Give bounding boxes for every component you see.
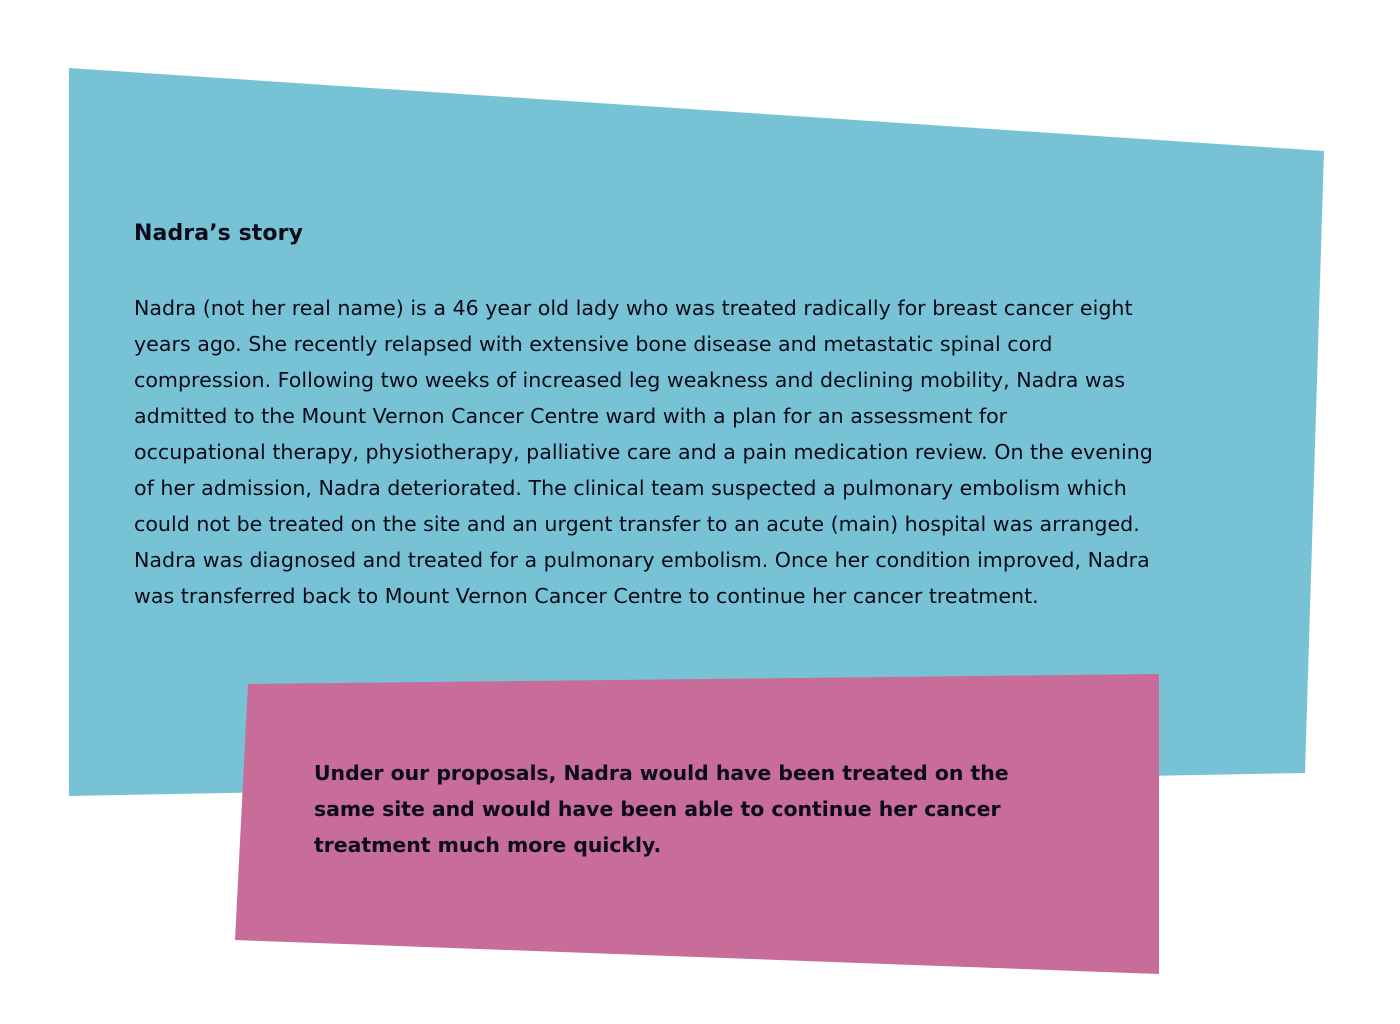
- story-body: Nadra (not her real name) is a 46 year old lady who was treated radically for breast cancer eight years ago. She recently relapsed with extensive bone disease and metastatic spinal cord compression. Following two weeks of increased leg weakness and declining mobility, Nadra was admitted to the Mount Vernon Cancer Centre ward with a plan for an assessment for occupational therapy, physiotherapy, palliative care and a pain medication review. On the evening of her admission, Nadra deteriorated. The clinical team suspected a pulmonary embolism which could not be treated on the site and an urgent transfer to an acute (main) hospital was arranged. Nadra was diagnosed and treated for a pulmonary embolism. Once her condition improved, Nadra was transferred back to Mount Vernon Cancer Centre to continue her cancer treatment.: [134, 296, 1153, 608]
- callout-text: Under our proposals, Nadra would have been treated on the same site and would have been able to continue her cancer treatment much more quickly.: [314, 761, 1009, 857]
- story-title: Nadra’s story: [134, 221, 304, 246]
